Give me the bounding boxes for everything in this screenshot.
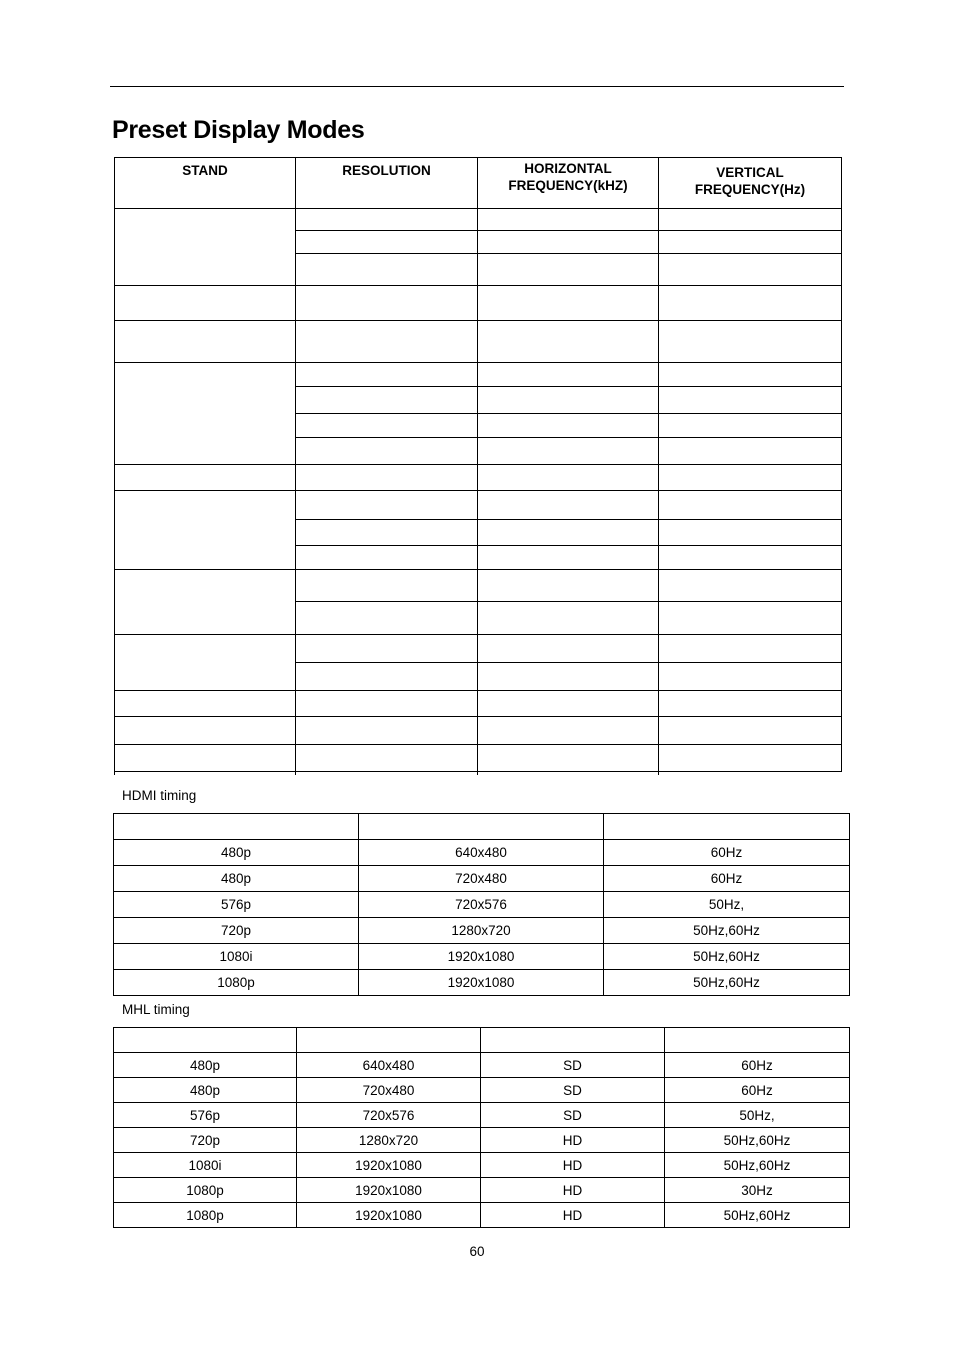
- table-cell: 1920x1080: [297, 1203, 481, 1228]
- table-cell: [297, 1028, 481, 1053]
- table-cell: [296, 387, 478, 414]
- table-cell: [478, 363, 659, 387]
- mhl-timing-table: [113, 1027, 850, 1228]
- table-cell: [478, 209, 659, 231]
- header-vertical-frequency: VERTICAL FREQUENCY(Hz): [659, 158, 842, 209]
- table-cell: [478, 254, 659, 286]
- table-row: [115, 209, 842, 231]
- table-row: [114, 1053, 850, 1078]
- table-cell: 60Hz: [665, 1078, 850, 1103]
- table-row: [114, 1103, 850, 1128]
- table-cell: 50Hz,60Hz: [604, 944, 850, 970]
- table-cell: [478, 438, 659, 465]
- hdmi-timing-caption: HDMI timing: [122, 788, 197, 803]
- table-cell: [296, 663, 478, 691]
- stand-cell: [115, 635, 296, 691]
- table-cell: [478, 772, 659, 775]
- page-title: Preset Display Modes: [112, 116, 365, 144]
- table-cell: [659, 772, 842, 775]
- table-cell: [296, 691, 478, 717]
- table-row: [115, 745, 842, 772]
- table-cell: 720x480: [359, 866, 604, 892]
- table-row: [114, 1203, 850, 1228]
- stand-cell: [115, 363, 296, 465]
- table-row: [115, 286, 842, 321]
- table-cell: [478, 663, 659, 691]
- table-cell: 1080i: [114, 944, 359, 970]
- table-cell: 1920x1080: [359, 970, 604, 996]
- stand-cell: [115, 321, 296, 363]
- table-cell: [296, 602, 478, 635]
- preset-display-modes-table: [114, 157, 842, 775]
- table-cell: SD: [481, 1053, 665, 1078]
- table-cell: 720x576: [297, 1103, 481, 1128]
- table-row: [115, 321, 842, 363]
- table-cell: [114, 1028, 297, 1053]
- table-row: [115, 570, 842, 602]
- table-cell: [478, 546, 659, 570]
- table-cell: 1920x1080: [359, 944, 604, 970]
- stand-cell: [115, 570, 296, 635]
- table-cell: [296, 491, 478, 520]
- table-cell: [296, 635, 478, 663]
- table-cell: [478, 387, 659, 414]
- table-cell: [296, 363, 478, 387]
- table-row: [115, 717, 842, 745]
- table-cell: [478, 491, 659, 520]
- table-cell: [659, 546, 842, 570]
- table-cell: [296, 414, 478, 438]
- table-row: [115, 635, 842, 663]
- table-cell: [659, 286, 842, 321]
- page-number: 60: [469, 1244, 485, 1259]
- table-cell: 480p: [114, 1078, 297, 1103]
- mhl-header-row: [114, 1028, 850, 1053]
- table-cell: 1920x1080: [297, 1178, 481, 1203]
- header-rule: [110, 86, 844, 87]
- stand-cell: [115, 717, 296, 745]
- table-cell: [659, 465, 842, 491]
- table-cell: [296, 209, 478, 231]
- table-row: [114, 1128, 850, 1153]
- table-cell: [296, 520, 478, 546]
- table-row: [115, 465, 842, 491]
- table-cell: [296, 465, 478, 491]
- table-cell: HD: [481, 1203, 665, 1228]
- table-cell: [359, 814, 604, 840]
- table-cell: 50Hz,60Hz: [604, 970, 850, 996]
- preset-header-row: [115, 158, 842, 209]
- table-cell: 60Hz: [604, 840, 850, 866]
- table-cell: 720x480: [297, 1078, 481, 1103]
- header-resolution: RESOLUTION: [296, 158, 478, 209]
- table-cell: 30Hz: [665, 1178, 850, 1203]
- table-row: [115, 363, 842, 387]
- table-cell: 480p: [114, 866, 359, 892]
- table-cell: [659, 209, 842, 231]
- table-cell: [296, 321, 478, 363]
- stand-cell: [115, 286, 296, 321]
- table-cell: [659, 602, 842, 635]
- table-row: [114, 1078, 850, 1103]
- table-row: [115, 491, 842, 520]
- header-horizontal-frequency: HORIZONTAL FREQUENCY(kHZ): [478, 158, 659, 209]
- table-cell: [478, 465, 659, 491]
- table-cell: [114, 814, 359, 840]
- table-cell: HD: [481, 1178, 665, 1203]
- table-cell: [659, 321, 842, 363]
- hdmi-timing-table: [113, 813, 850, 996]
- table-cell: 720p: [114, 918, 359, 944]
- table-row: [115, 691, 842, 717]
- table-cell: [296, 546, 478, 570]
- table-cell: [478, 321, 659, 363]
- table-cell: 1920x1080: [297, 1153, 481, 1178]
- table-cell: 1280x720: [297, 1128, 481, 1153]
- stand-cell: [115, 691, 296, 717]
- table-cell: [604, 814, 850, 840]
- table-row: [114, 918, 850, 944]
- table-cell: [659, 231, 842, 254]
- stand-cell: [115, 745, 296, 772]
- table-row: [114, 840, 850, 866]
- table-cell: 1280x720: [359, 918, 604, 944]
- table-cell: [296, 772, 478, 775]
- table-cell: 50Hz,60Hz: [665, 1203, 850, 1228]
- table-cell: [659, 414, 842, 438]
- table-cell: [296, 717, 478, 745]
- hdmi-header-row: [114, 814, 850, 840]
- stand-cell: [115, 209, 296, 286]
- table-cell: [478, 602, 659, 635]
- table-cell: [659, 635, 842, 663]
- table-cell: 640x480: [359, 840, 604, 866]
- table-cell: [659, 254, 842, 286]
- table-cell: 50Hz,60Hz: [665, 1153, 850, 1178]
- table-cell: HD: [481, 1128, 665, 1153]
- table-cell: 640x480: [297, 1053, 481, 1078]
- table-row: [114, 944, 850, 970]
- table-cell: [478, 691, 659, 717]
- table-cell: [665, 1028, 850, 1053]
- table-cell: 576p: [114, 1103, 297, 1128]
- table-cell: [478, 520, 659, 546]
- table-cell: 50Hz,60Hz: [665, 1128, 850, 1153]
- table-row: [114, 892, 850, 918]
- table-cell: 720x576: [359, 892, 604, 918]
- table-cell: SD: [481, 1078, 665, 1103]
- table-cell: 1080p: [114, 970, 359, 996]
- table-cell: [659, 363, 842, 387]
- table-cell: 576p: [114, 892, 359, 918]
- table-cell: [478, 745, 659, 772]
- table-cell: 480p: [114, 1053, 297, 1078]
- table-cell: 1080i: [114, 1153, 297, 1178]
- table-cell: 480p: [114, 840, 359, 866]
- stand-cell: [115, 491, 296, 570]
- table-cell: [659, 691, 842, 717]
- table-row: [114, 1153, 850, 1178]
- table-cell: [659, 387, 842, 414]
- table-cell: [659, 491, 842, 520]
- table-cell: [659, 438, 842, 465]
- table-cell: [296, 745, 478, 772]
- table-cell: HD: [481, 1153, 665, 1178]
- table-row: [114, 866, 850, 892]
- table-cell: [296, 570, 478, 602]
- table-cell: [296, 254, 478, 286]
- table-cell: 1080p: [114, 1203, 297, 1228]
- stand-cell: [115, 465, 296, 491]
- table-cell: [478, 717, 659, 745]
- table-cell: 60Hz: [604, 866, 850, 892]
- table-cell: [478, 570, 659, 602]
- table-cell: [478, 635, 659, 663]
- table-cell: [296, 438, 478, 465]
- table-cell: [478, 286, 659, 321]
- table-cell: 50Hz,: [665, 1103, 850, 1128]
- mhl-timing-caption: MHL timing: [122, 1002, 190, 1017]
- table-cell: 1080p: [114, 1178, 297, 1203]
- table-row: [115, 772, 842, 775]
- table-cell: [115, 772, 296, 775]
- table-cell: [478, 231, 659, 254]
- table-cell: [481, 1028, 665, 1053]
- table-cell: [659, 745, 842, 772]
- table-cell: [659, 570, 842, 602]
- header-stand: STAND: [115, 158, 296, 209]
- table-cell: [296, 286, 478, 321]
- table-cell: 60Hz: [665, 1053, 850, 1078]
- table-cell: 50Hz,: [604, 892, 850, 918]
- table-cell: [478, 414, 659, 438]
- table-row: [114, 1178, 850, 1203]
- table-row: [114, 970, 850, 996]
- table-cell: [659, 663, 842, 691]
- table-cell: 720p: [114, 1128, 297, 1153]
- table-cell: SD: [481, 1103, 665, 1128]
- table-cell: 50Hz,60Hz: [604, 918, 850, 944]
- table-cell: [659, 520, 842, 546]
- table-cell: [659, 717, 842, 745]
- table-cell: [296, 231, 478, 254]
